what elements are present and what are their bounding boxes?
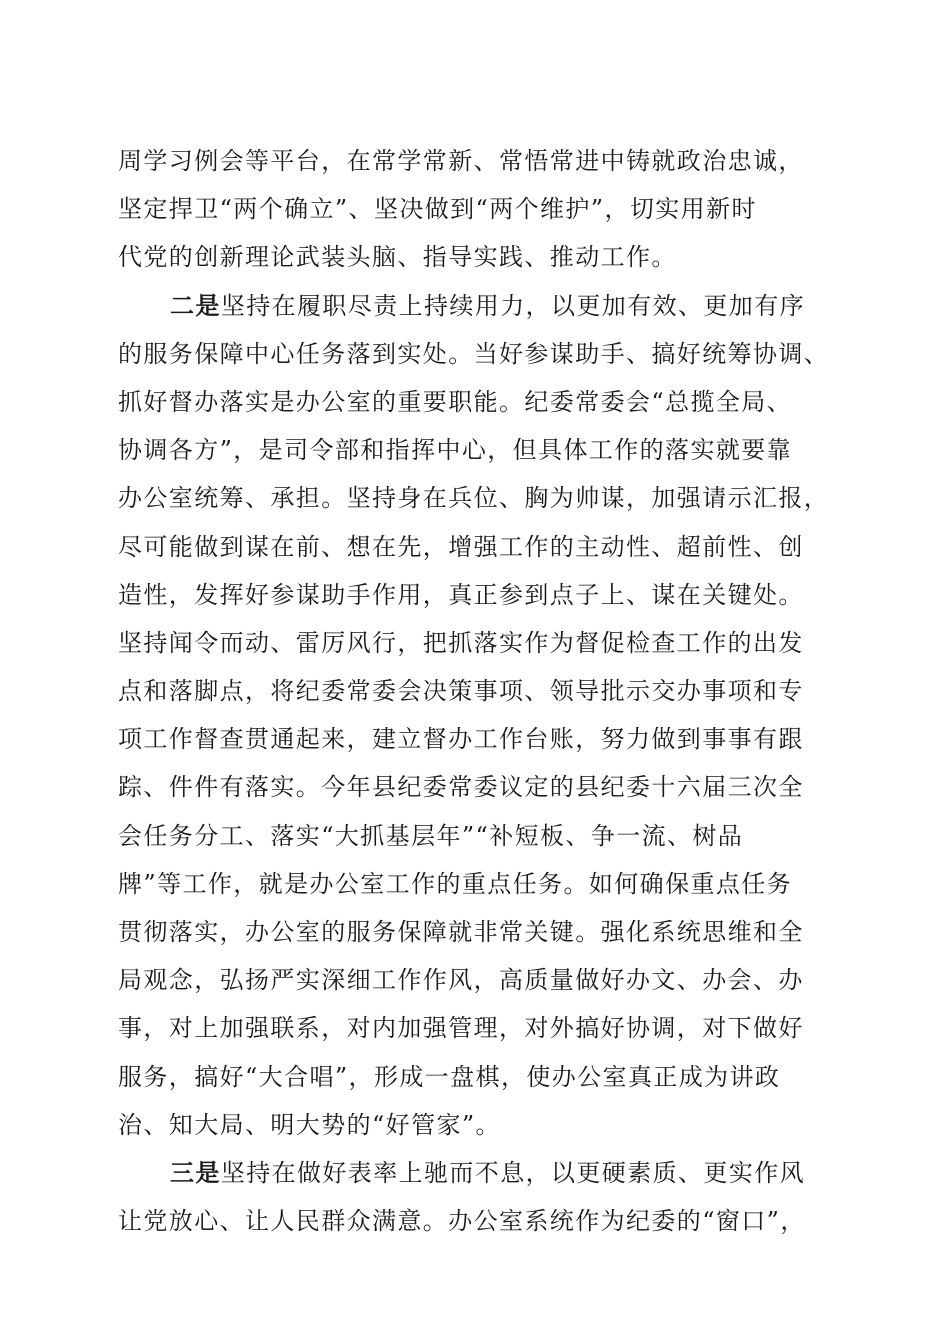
text-line: 让党放心、让人民群众满意。办公室系统作为纪委的“窗口”， (118, 1207, 806, 1236)
text-line: 代党的创新理论武装头脑、指导实践、推动工作。 (118, 243, 677, 272)
text-line: 服务，搞好“大合唱”，形成一盘棋，使办公室真正成为讲政 (118, 1062, 781, 1091)
text-line: 办公室统筹、承担。坚持身在兵位、胸为帅谋，加强请示汇报， (118, 484, 830, 513)
text-line: 造性，发挥好参谋助手作用，真正参到点子上、谋在关键处。 (118, 580, 804, 609)
paragraph-3 (118, 1149, 838, 1245)
paragraph-1 (118, 137, 838, 282)
text-line-first (118, 282, 838, 330)
text-line-first (118, 1149, 838, 1197)
text-line: 点和落脚点，将纪委常委会决策事项、领导批示交办事项和专 (118, 677, 804, 706)
text-line: 坚定捍卫“两个确立”、坚决做到“两个维护”，切实用新时 (118, 195, 757, 224)
paragraph-lead-bold: 三是 (170, 1158, 221, 1187)
text-line: 牌”等工作，就是办公室工作的重点任务。如何确保重点任务 (118, 869, 793, 898)
text-line: 抓好督办落实是办公室的重要职能。纪委常委会“总揽全局、 (118, 387, 793, 416)
text-line: 会任务分工、落实“大抓基层年”“补短板、争一流、树品 (118, 821, 744, 850)
text-line-rest: 坚持在履职尽责上持续用力，以更加有效、更加有序 (220, 291, 806, 320)
document-body (118, 137, 838, 1245)
paragraph-lead-bold: 二是 (170, 291, 221, 320)
text-line: 的服务保障中心任务落到实处。当好参谋助手、搞好统筹协调、 (118, 339, 830, 368)
text-line: 事，对上加强联系，对内加强管理，对外搞好协调，对下做好 (118, 1014, 804, 1043)
text-line: 尽可能做到谋在前、想在先，增强工作的主动性、超前性、创 (118, 532, 804, 561)
text-line: 贯彻落实，办公室的服务保障就非常关键。强化系统思维和全 (118, 918, 804, 946)
text-line: 治、知大局、明大势的“好管家”。 (118, 1110, 501, 1139)
text-line: 周学习例会等平台，在常学常新、常悟常进中铸就政治忠诚， (118, 147, 804, 175)
text-line: 坚持闻令而动、雷厉风行，把抓落实作为督促检查工作的出发 (118, 628, 804, 657)
text-line: 踪、件件有落实。今年县纪委常委议定的县纪委十六届三次全 (118, 773, 804, 802)
text-line: 项工作督查贯通起来，建立督办工作台账，努力做到事事有跟 (118, 725, 804, 754)
text-line: 协调各方”，是司令部和指挥中心，但具体工作的落实就要靠 (118, 436, 793, 465)
text-line-rest: 坚持在做好表率上驰而不息，以更硬素质、更实作风 (220, 1158, 806, 1187)
text-line: 局观念，弘扬严实深细工作作风，高质量做好办文、办会、办 (118, 966, 804, 995)
paragraph-2 (118, 282, 838, 1149)
